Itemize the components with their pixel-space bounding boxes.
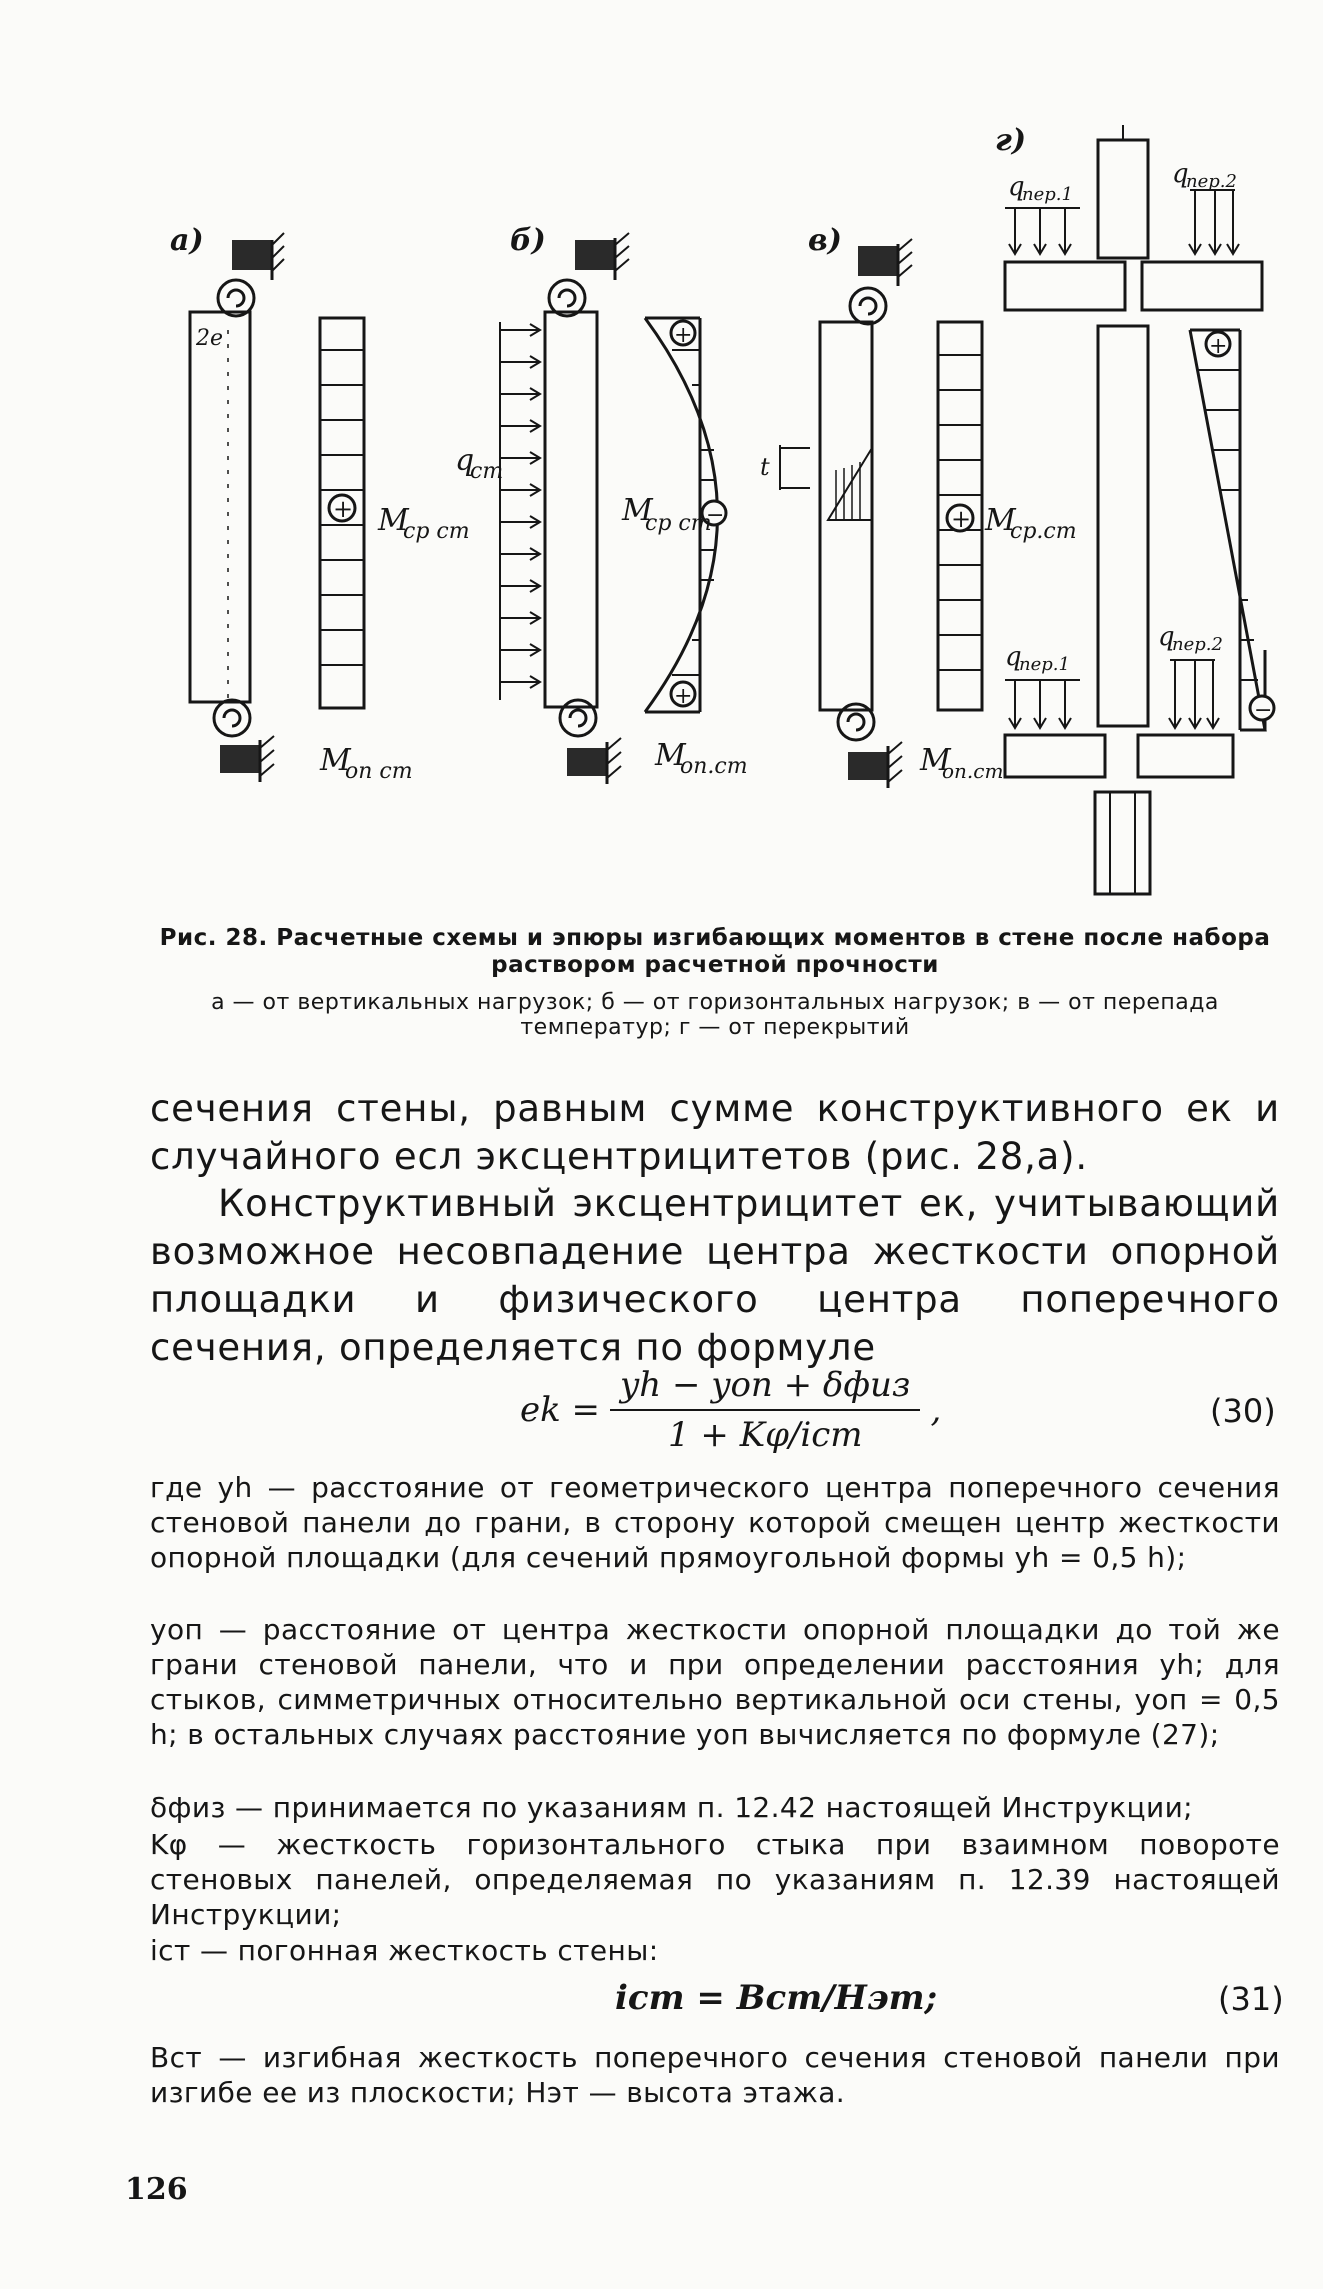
formula-30-lhs: ek = [520,1390,601,1430]
label-d-q2-top: q [1172,159,1189,189]
formula-30-comma: , [930,1390,942,1430]
label-c-moment: M [985,503,1016,538]
label-c-temp: t [760,453,770,481]
definition-bst: Bст — изгибная жесткость поперечного сечения стеновой панели при изгибе ее из плоскости; Hэт — высота этажа. [150,2041,1280,2109]
paragraph-1: сечения стены, равным сумме конструктивного eк и случайного eсл эксцентрицитетов (рис. 28,а). [150,1087,1280,1178]
figure-28 [0,0,1323,910]
definition-kf: Kφ — жесткость горизонтального стыка при взаимном повороте стеновых панелей, определяемая по указаниям п. 12.39 настоящей Инструкции; [150,1828,1280,1931]
definition-yop: yоп — расстояние от центра жесткости опорной площадки до той же грани стеновой панели, что и при определении расстояния yh; для стыков, симметричных относительно вертикальной оси стены, yоп = 0,5 h; в остальных случаях расстояние yоп вычисляется по формуле (27); [150,1613,1280,1751]
formula-30-numerator: yh − yоп + δфиз [610,1365,920,1411]
label-c-support: M [920,743,951,778]
plus-sign-b-top: + [674,323,693,348]
formula-30-number: (30) [1210,1392,1276,1430]
label-c-support-sub: оп.ст [942,759,1004,783]
label-a-moment-sub: ср ст [403,519,470,544]
page-number: 126 [125,2172,188,2207]
formula-31-number: (31) [1218,1980,1284,2018]
label-d-q2-bottom-sub: пер.2 [1172,634,1223,655]
plus-sign-a: + [333,495,354,523]
label-b-moment: M [622,493,653,528]
label-b-load: q [455,443,475,478]
panel-label-d: г) [995,123,1027,158]
minus-sign-b: − [706,503,725,528]
label-b-load-sub: ст [470,459,504,484]
formula-30 [520,1365,941,1455]
definition-yh: где yh — расстояние от геометрического центра поперечного сечения стеновой панели до грани, в сторону которой смещен центр жесткости опорной площадки (для сечений прямоугольной формы yh = 0,5 h); [150,1471,1280,1574]
panel-a-wall [190,312,250,702]
definition-ist: iст — погонная жесткость стены: [150,1934,659,1967]
label-d-q2-bottom: q [1158,622,1175,652]
panel-label-a: а) [170,223,204,258]
figure-caption-title: Рис. 28. Расчетные схемы и эпюры изгибающих моментов в стене после набора раствором расчетной прочности [159,925,1271,978]
plus-sign-d: + [1209,334,1228,359]
label-d-q1-top-sub: пер.1 [1022,184,1073,205]
label-b-moment-sub: ср ст [645,511,712,536]
formula-31: iст = Bст/Hэт; [615,1978,938,2018]
plus-sign-c: + [951,505,972,533]
label-d-q1-bottom: q [1005,642,1022,672]
label-d-q1-top: q [1008,172,1025,202]
figure-caption-legend: а — от вертикальных нагрузок; б — от горизонтальных нагрузок; в — от перепада температур; г — от перекрытий [211,990,1219,1040]
label-b-support: M [655,738,686,773]
label-a-moment: M [378,503,409,538]
label-b-support-sub: оп.ст [680,754,748,779]
panel-label-c: в) [808,223,842,258]
label-d-q1-bottom-sub: пер.1 [1019,654,1070,675]
panel-d [1005,125,1274,894]
panel-label-b: б) [510,223,546,258]
label-d-q2-top-sub: пер.2 [1186,171,1237,192]
label-c-moment-sub: ср.ст [1010,519,1077,544]
label-a-ecc: 2e [196,326,224,351]
label-a-support-sub: оп ст [345,759,413,784]
formula-30-fraction [610,1365,920,1455]
formula-30-denominator: 1 + Kφ/iст [667,1415,863,1455]
plus-sign-b-bottom: + [674,684,693,709]
minus-sign-d: − [1254,698,1273,723]
label-a-support: M [320,743,351,778]
paragraph-2: Конструктивный эксцентрицитет eк, учитывающий возможное несовпадение центра жесткости опорной площадки и физического центра поперечного сечения, определяется по формуле [150,1182,1280,1369]
definition-dfiz: δфиз — принимается по указаниям п. 12.42 настоящей Инструкции; [150,1791,1193,1824]
